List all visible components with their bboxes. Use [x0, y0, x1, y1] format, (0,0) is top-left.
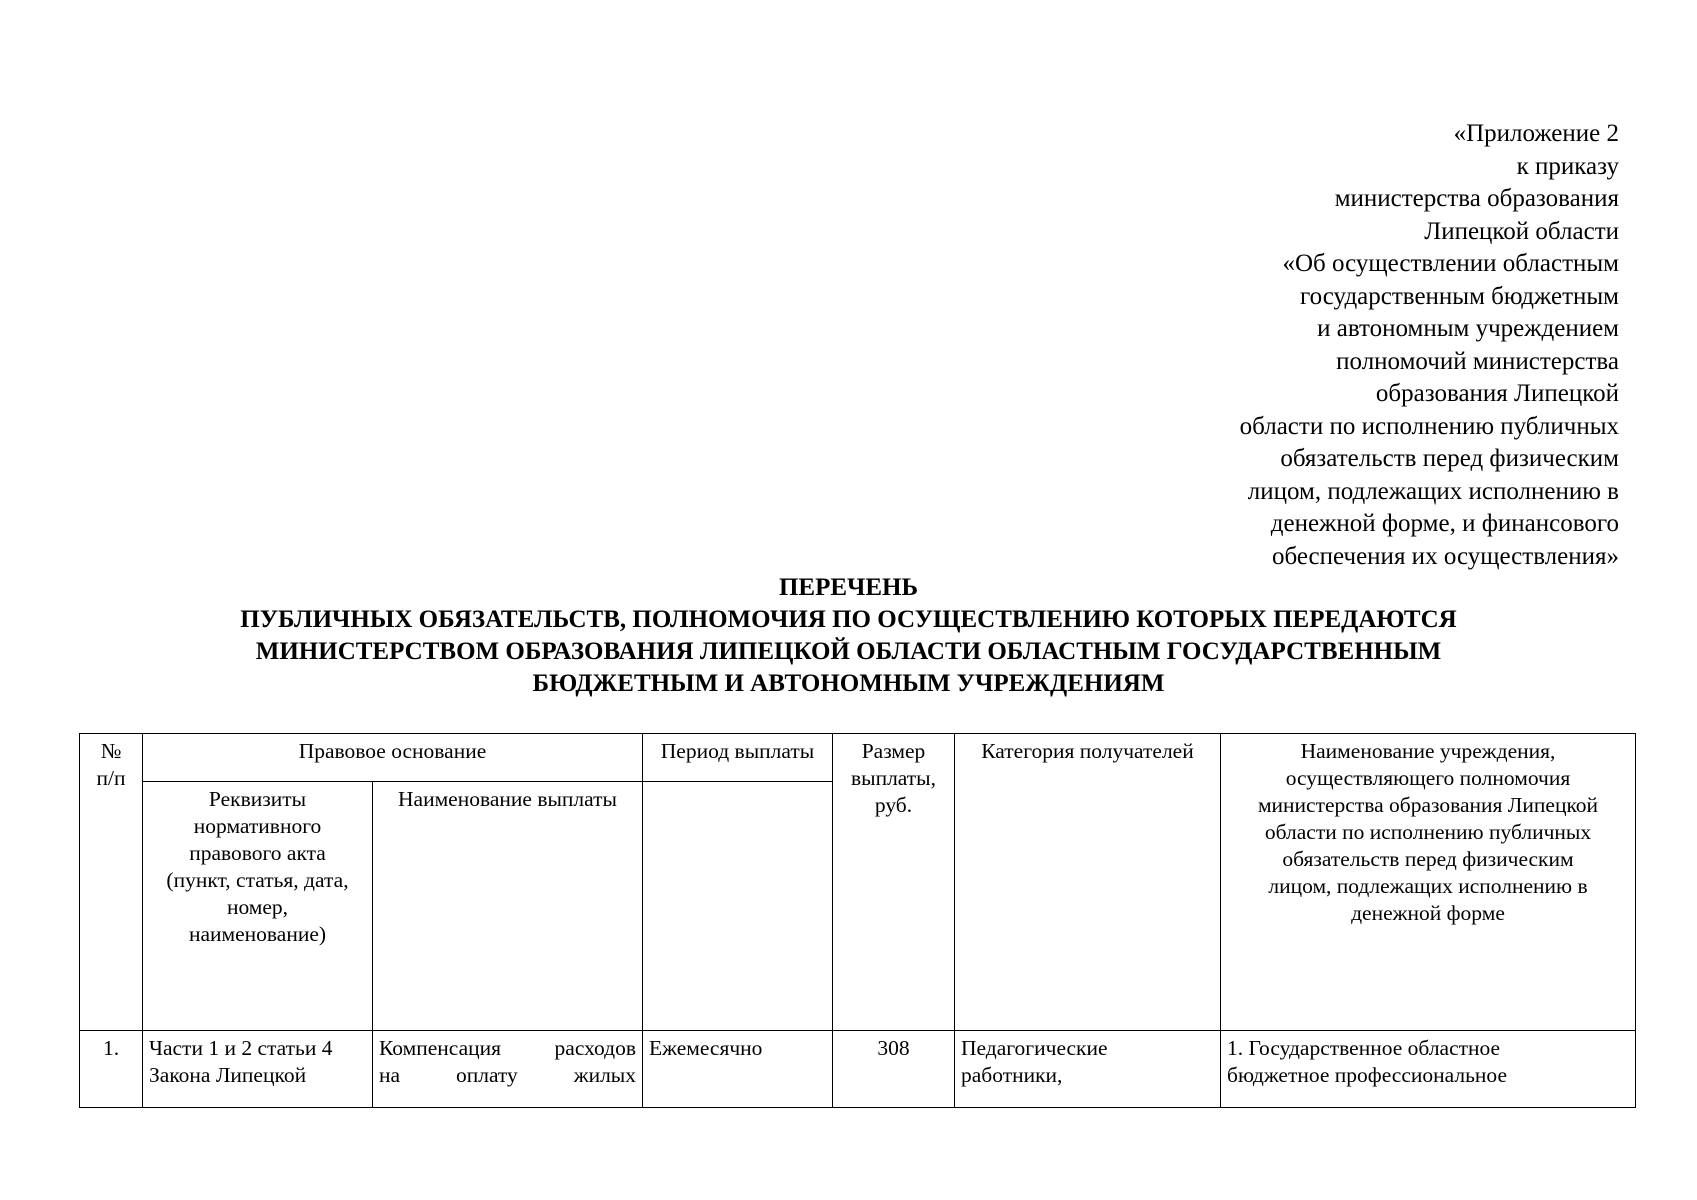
row-category-cell: [955, 1031, 1221, 1108]
header-text: Размер: [861, 739, 926, 763]
header-text: правового акта: [189, 841, 326, 865]
cell-line: Закона Липецкой: [149, 1063, 307, 1087]
cell-line: Части 1 и 2 статьи 4: [149, 1036, 333, 1060]
header-text: №: [100, 739, 122, 763]
heading-line: БЮДЖЕТНЫМ И АВТОНОМНЫМ УЧРЕЖДЕНИЯМ: [532, 670, 1165, 697]
header-text: области по исполнению публичных: [1264, 820, 1592, 844]
header-category-cell: Категория получателей: [955, 734, 1221, 1031]
header-text: Реквизиты: [208, 787, 307, 811]
header-requisites-cell: [143, 782, 373, 1031]
appendix-line: образования Липецкой: [1375, 380, 1619, 407]
appendix-line: государственным бюджетным: [1300, 282, 1619, 310]
header-text: нормативного: [193, 814, 322, 838]
header-text: номер,: [226, 895, 289, 919]
row-period-cell: Ежемесячно: [643, 1031, 833, 1108]
heading-line: ПУБЛИЧНЫХ ОБЯЗАТЕЛЬСТВ, ПОЛНОМОЧИЯ ПО ОСУЩЕСТВЛЕНИЮ КОТОРЫХ ПЕРЕДАЮТСЯ: [240, 606, 1457, 633]
appendix-line: министерства образования: [1334, 185, 1619, 212]
appendix-line: к приказу: [1516, 152, 1619, 180]
header-amount-cell: [833, 734, 955, 1031]
appendix-line: и автономным учреждением: [1317, 315, 1619, 342]
header-text: осуществляющего полномочия: [1285, 766, 1571, 790]
row-amount-cell: 308: [833, 1031, 955, 1108]
cell-line: 1. Государственное областное: [1227, 1036, 1501, 1060]
header-num-cell: [80, 734, 143, 1031]
heading-title: ПЕРЕЧЕНЬ: [778, 574, 919, 601]
header-text: обязательств перед физическим: [1282, 847, 1574, 871]
header-text: наименование): [188, 922, 327, 946]
document-heading: [0, 572, 1697, 700]
cell-line: Педагогические: [961, 1036, 1108, 1060]
appendix-block: [1099, 118, 1619, 573]
header-institution-cell: [1221, 734, 1636, 1031]
obligations-table: [79, 733, 1636, 1108]
header-text: (пункт, статья, дата,: [166, 868, 349, 892]
appendix-line: обеспечения их осуществления»: [1271, 542, 1619, 570]
appendix-line: полномочий министерства: [1336, 347, 1619, 375]
header-text: министерства образования Липецкой: [1257, 793, 1599, 817]
appendix-line: области по исполнению публичных: [1239, 412, 1619, 440]
row-requisites-cell: [143, 1031, 373, 1108]
appendix-line: денежной форме, и финансового: [1270, 510, 1619, 537]
header-period-empty-cell: [643, 782, 833, 1031]
table-row: [80, 1031, 1636, 1108]
appendix-line: Липецкой области: [1424, 217, 1619, 245]
header-text: руб.: [874, 793, 913, 817]
cell-line: на оплату жилых: [379, 1063, 636, 1087]
row-institution-cell: [1221, 1031, 1636, 1108]
cell-line: бюджетное профессиональное: [1227, 1063, 1507, 1087]
table-header-row: [80, 734, 1636, 782]
header-payment-name-cell: Наименование выплаты: [373, 782, 643, 1031]
header-text: денежной форме: [1351, 901, 1505, 925]
appendix-line: обязательств перед физическим: [1280, 445, 1619, 472]
heading-line: МИНИСТЕРСТВОМ ОБРАЗОВАНИЯ ЛИПЕЦКОЙ ОБЛАСТИ ОБЛАСТНЫМ ГОСУДАРСТВЕННЫМ: [255, 638, 1442, 665]
appendix-line: «Приложение 2: [1453, 120, 1619, 147]
header-text: п/п: [96, 766, 126, 790]
header-period-cell: Период выплаты: [643, 734, 833, 782]
header-legal-basis-cell: Правовое основание: [143, 734, 643, 782]
header-text: выплаты,: [850, 766, 937, 790]
appendix-line: лицом, подлежащих исполнению в: [1247, 477, 1619, 505]
header-text: Наименование учреждения,: [1300, 739, 1556, 763]
appendix-line: «Об осуществлении областным: [1282, 250, 1619, 277]
cell-line: работники,: [961, 1063, 1063, 1087]
header-text: лицом, подлежащих исполнению в: [1268, 874, 1588, 898]
row-payment-name-cell: [373, 1031, 643, 1108]
cell-line: Компенсация расходов: [379, 1036, 636, 1060]
row-num-cell: 1.: [80, 1031, 143, 1108]
